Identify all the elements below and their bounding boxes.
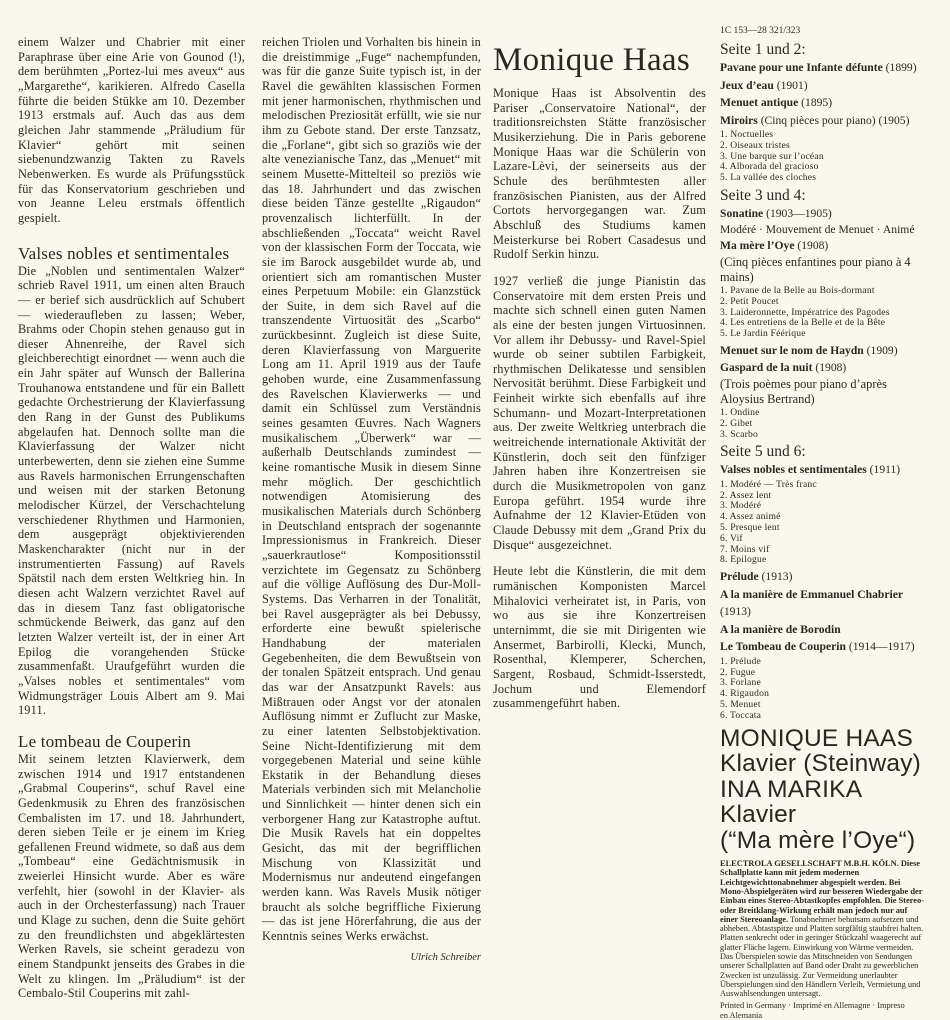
bio-paragraph-1: Monique Haas ist Absolventin des Pariser „Conservatoire National“, der traditionsreichsten Stätte französischer Musikerziehung. Die in Paris geborene Monique Haas war die Schülerin von Lazare-Lèvi, der seinerseits aus der Schule des berühmtesten aller französischen Pianisten, aus der Alfred Cortots hervorgegangen war. Zum Abschluß des Studiums kamen Meisterkurse bei Robert Casadesus und Rudolf Serkin hinzu. — [493, 86, 706, 262]
list-item: 4. Les entretiens de la Belle et de la Bête — [720, 317, 886, 329]
miroirs-movements — [720, 130, 948, 184]
list-item: 1. Ondine — [720, 406, 760, 418]
performer-instrument: Klavier (Steinway) — [720, 750, 922, 778]
legal-notice: ELECTROLA GESELLSCHAFT M.B.H. KÖLN. Diese Schallplatte kann mit jedem modernen Leichtgewichttonabnehmer abgespielt werden. Bei Mono-Abspielgeräten wird zur besseren Wiedergabe der Einbau eines Stereo-Abtastkopfes empfohlen. Die Stereo- oder Breitklang-Wirkung erhält man jedoch nur auf einer Stereoanlage. Tonabnehmer behutsam aufsetzen und abheben. Abtastspitze und Platten sorgfältig staubfrei halten. Platten senkrecht oder in geringer Stückzahl waagerecht auf glatter Fläche lagern. Einwirkung von Wärme vermeiden. Das Überspielen sowie das Mitschneiden von Sendungen unserer Schallplatten auf Band oder Draht zu gewerblichen Zwecken ist unzulässig. Zur Vermeidung unerlaubter Überspielungen sind den Händlern Verleih, Vermietung und Auswahlsendungen untersagt. — [720, 859, 924, 999]
heading-tombeau: Le tombeau de Couperin — [18, 731, 191, 751]
valses-movements — [720, 480, 948, 566]
list-item: 4. Assez animé — [720, 511, 781, 523]
work-gaspard: Gaspard de la nuit (1908) — [720, 361, 847, 375]
work-miroirs: Miroirs (Cinq pièces pour piano) (1905) — [720, 113, 910, 127]
list-item: 5. Presque lent — [720, 522, 780, 534]
list-item: 1. Pavane de la Belle au Bois-dormant — [720, 284, 875, 296]
list-item: 3. Forlane — [720, 677, 761, 689]
work-sonatine: Sonatine (1903—1905) — [720, 206, 832, 220]
heading-valses: Valses nobles et sentimentales — [18, 243, 230, 263]
list-item: 8. Epilogue — [720, 554, 767, 566]
list-item: 3. Une barque sur l’océan — [720, 150, 824, 162]
work-oye: Ma mère l’Oye (1908) — [720, 239, 829, 253]
paragraph-chabrier: einem Walzer und Chabrier mit einer Paraphrase über eine Arie von Gounod (!), dem berühmten „Portez-lui mes aveux“ aus „Margarethe“, karikieren. Alfredo Casella führte die beiden Stükke am 10. Dezember 1913 erstmals auf. Auch das aus dem gleichen Jahr stammende „Präludium für Klavier“ gehört mit seinen siebenundzwanzig Takten zu Ravels Nebenwerken. Es wurde als Prüfungsstück für das Konservatorium geschrieben und von Jeanne Leleu erstmals öffentlich gespielt. — [18, 35, 245, 225]
side-heading-5-6: Seite 5 und 6: — [720, 443, 806, 461]
work-valses: Valses nobles et sentimentales (1911) — [720, 463, 901, 477]
list-item: 6. Toccata — [720, 709, 762, 721]
work-prelude: Prélude (1913) — [720, 570, 793, 584]
printed-in: Printed in Germany · Imprimé en Allemagne · Impreso en Alemania — [720, 1001, 905, 1020]
work-tombeau: Le Tombeau de Couperin (1914—1917) — [720, 640, 915, 654]
list-item: 1. Noctuelles — [720, 129, 774, 140]
list-item: 3. Modéré — [720, 500, 762, 512]
work-jeux: Jeux d’eau (1901) — [720, 78, 808, 92]
side-heading-1-2: Seite 1 und 2: — [720, 41, 806, 58]
list-item: 2. Oiseaux tristes — [720, 139, 790, 151]
performer-name: INA MARIKA — [720, 775, 863, 803]
performers — [720, 726, 948, 854]
list-item: 2. Gibet — [720, 417, 753, 429]
oye-subtitle: (Cinq pièces enfantines pour piano à 4 mains) — [720, 254, 911, 284]
author-signature: Ulrich Schreiber — [410, 951, 481, 963]
work-borodin: A la manière de Borodin — [720, 622, 841, 636]
list-item: 5. Menuet — [720, 698, 761, 710]
paragraph-valses: Die „Noblen und sentimentalen Walzer“ schrieb Ravel 1911, um einen alten Brauch — er berief sich ausdrücklich auf Schubert — wiederaufleben zu lassen; Weber, Brahms oder Chopin stehen genauso gut in dieser Ahnenreihe, der Ravel sich gleichberechtigt einordnet — wenn auch die ein Jahr später auf Wunsch der Ballerina Trouhanowa entstandene und für ein Ballett gedachte Orchestrierung der Klavierfassung den Rang in der Gunst des Publikums abgelaufen hat. Dennoch sollte man die Klavierfassung der Walzer nicht unterbewerten, denn sie ziehen eine Summe aus Ravels harmonischen Errungenschaften und weisen mit der starken Betonung melodischer Kürzel, der Verschachtelung verschiedener Rhythmen und Harmonien, dem ausgeprägt objektivierenden Maskencharakter (nicht nur in der instrumentierten Fassung) auf Ravels Spätstil nach dem ersten Weltkrieg hin. In diesen acht Walzern verzichtet Ravel auf das in diesem Tanz fast obligatorische schmückende Beiwerk, das ganz auf den letzten Walzer verteilt ist, der in einer Art Epilog die vorangehenden Stücke zusammenfaßt. Uraufgeführt wurden die „Valses nobles et sentimentales“ vom Widmungsträger Louis Albert am 9. Mai 1911. — [18, 263, 245, 718]
performer-note: (“Ma mère l’Oye“) — [720, 826, 916, 854]
page-title: Monique Haas — [493, 42, 690, 78]
gaspard-subtitle: (Trois poèmes pour piano d’après Aloysius Bertrand) — [720, 376, 887, 406]
catalog-number: 1C 153—28 321/323 — [720, 26, 801, 36]
column-1 — [18, 0, 245, 1001]
work-haydn: Menuet sur le nom de Haydn (1909) — [720, 343, 898, 357]
list-item: 2. Fugue — [720, 666, 756, 678]
list-item: 1. Prélude — [720, 655, 761, 667]
oye-movements — [720, 286, 948, 340]
list-item: 4. Alborada del gracioso — [720, 161, 819, 173]
list-item: 2. Assez lent — [720, 489, 772, 501]
bio-paragraph-3: Heute lebt die Künstlerin, die mit dem rumänischen Komponisten Marcel Mihalovici verheiratet ist, in Paris, von wo aus sie ihre Konzertreisen unternimmt, die sie mit Dirigenten wie Ansermet, Barbirolli, Klecki, Munch, Rosenthal, Klemperer, Scherchen, Sargent, Rosbaud, Schmidt-Isserstedt, Jochum und Elemendorf zusammengeführt haben. — [493, 564, 706, 711]
list-item: 3. Laideronnette, Impératrice des Pagodes — [720, 306, 890, 318]
gaspard-movements — [720, 408, 948, 440]
paragraph-tombeau-continued: reichen Triolen und Vorhalten bis hinein in die dreistimmige „Fuge“ nachempfunden, was für die ganze Suite typisch ist, in der Ravel die gewählten klassischen Formen mit jener harmonischen, rhythmischen und melodischen Preziosität erfüllt, wie sie nur ihm zu Gebote stand. Der erste Tanzsatz, die „Forlane“, gibt sich so graziös wie der alte venezianische Tanz, das „Menuet“ mit seinem Musette-Mittelteil so preziös wie das 18. Jahrhundert und das zwischen diese beiden Tänze gestellte „Rigaudon“ provenzalisch lichterfüllt. In der abschließenden „Toccata“ weicht Ravel von der klassischen Form der Toccata, wie sie im Barock ausgebildet wurde ab, und orientiert sich am romantischen Muster eines Perpetuum Mobile: ein Glanzstück der Suite, in dem sich Ravel auf die transzendente Virtuosität des „Scarbo“ zurückbesinnt. Zugleich ist diese Suite, deren Klavierfassung von Marguerite Long am 11. April 1919 aus der Taufe gehoben wurde, eine Zusammenfassung des Ravelschen Klavierwerks — und damit ein Schlüssel zum Verständnis seines gesamten Œuvres. Nach Wagners musikalischem „Überwerk“ war — außerhalb Deutschlands zumindest — keine romantische Musik in diesem Sinne mehr möglich. Der geschichtlich notwendigen Atomisierung des musikalischen Materials durch Schönberg in Deutschland entsprach der sogenannte Impressionismus in Frankreich. Dieser „sauerkrautlose“ Kompositionsstil verzichtete im Gegensatz zu Schönberg auf die völlige Auflösung des Dur-Moll-Systems. Das Verharren in der Tonalität, bei Ravel ausgeprägter als bei Debussy, erforderte eine bewußt spielerische Handhabung der materialen Gegebenheiten, die dem Bewußtsein von der tonalen Spätzeit entsprach. Und genau das war der Ansatzpunkt Ravels: aus Mißtrauen oder Angst vor der atonalen Auflösung nimmt er Zuflucht zur Maske, zu einer latenten Selbstobjektivation. Seine Nicht-Identifizierung mit dem vorgegebenen Material und seine kühle Ekstatik in der Behandlung dieses Materials verbinden sich mit Melancholie und Sinnlichkeit — hinter denen sich ein verborgener Hang zur Katastrophe auftut. Die Musik Ravels hat ein doppeltes Gesicht, das mit der begrifflichen Mischung von Klassizität und Modernismus nur andeutend eingefangen werden kann. Was Ravels Musik nötiger braucht als solche begriffliche Fixierung — das ist jene Hörerfahrung, die aus der Kenntnis seines Werks erwächst. — [262, 35, 481, 944]
list-item: 3. Scarbo — [720, 428, 759, 440]
sonatine-movements: Modéré · Mouvement de Menuet · Animé — [720, 223, 915, 237]
tombeau-movements — [720, 657, 948, 722]
list-item: 7. Moins vif — [720, 543, 770, 555]
list-item: 1. Modéré — Très franc — [720, 478, 817, 490]
performer-name: MONIQUE HAAS — [720, 724, 913, 752]
list-item: 5. La vallée des cloches — [720, 172, 817, 184]
list-item: 5. Le Jardin Féérique — [720, 328, 806, 340]
list-item: 6. Vif — [720, 532, 743, 544]
column-2 — [262, 0, 481, 963]
performer-instrument: Klavier — [720, 801, 797, 829]
list-item: 2. Petit Poucet — [720, 295, 779, 307]
list-item: 4. Rigaudon — [720, 688, 770, 700]
bio-paragraph-2: 1927 verließ die junge Pianistin das Conservatoire mit dem ersten Preis und machte sich schnell einen guten Namen als eine der besten jungen Virtuosinnen. Vor allem ihr Debussy- und Ravel-Spiel wurde ob seiner subtilen Farbigkeit, rhythmischen Delikatesse und sensiblen Nervosität berühmt. Diese Farbigkeit und Feinheit wirkte sich ebenfalls auf ihre Schumann- und Mozart-Interpretationen aus. Der zweite Weltkrieg unterbrach die weitreichende internationale Aktivität der Künstlerin, doch seit den fünfziger Jahren haben ihre Konzertreisen sie durch die Musikmetropolen von ganz Europa geführt. 1954 wurde ihre Aufnahme der 12 Klavier-Etüden von Claude Debussy mit dem „Grand Prix du Disque“ ausgezeichnet. — [493, 273, 706, 552]
work-pavane: Pavane pour une Infante défunte (1899) — [720, 61, 917, 74]
tracklist-column — [720, 0, 948, 1020]
column-3 — [493, 0, 706, 711]
side-heading-3-4: Seite 3 und 4: — [720, 186, 806, 204]
paragraph-tombeau: Mit seinem letzten Klavierwerk, dem zwischen 1914 und 1917 entstandenen „Grabmal Couperins“, schuf Ravel eine Gedenkmusik zu Ehren des französischen Cembalisten im 17. und 18. Jahrhundert, deren sieben Teile er je einem im Krieg gefallenen Freund widmete, so daß aus dem „Tombeau“ eine Gedächtnismusik in zweierlei Hinsicht wurde. Aber es wäre verfehlt, hier (sowohl in der Klavier- als auch in der Orchesterfassung) nach Trauer und Klage zu suchen, denn die Suite gehört zu den freundlichsten und abgeklärtesten Werken Ravels, sie scheint geradezu von einem Standpunkt jenseits des Grabes in die Welt zu klingen. Im „Präludium“ ist der Cembalo-Stil Couperins mit zahl- — [18, 751, 245, 1001]
work-chabrier: A la manière de Emmanuel Chabrier (1913) — [720, 587, 904, 619]
work-menuet-antique: Menuet antique (1895) — [720, 96, 833, 109]
